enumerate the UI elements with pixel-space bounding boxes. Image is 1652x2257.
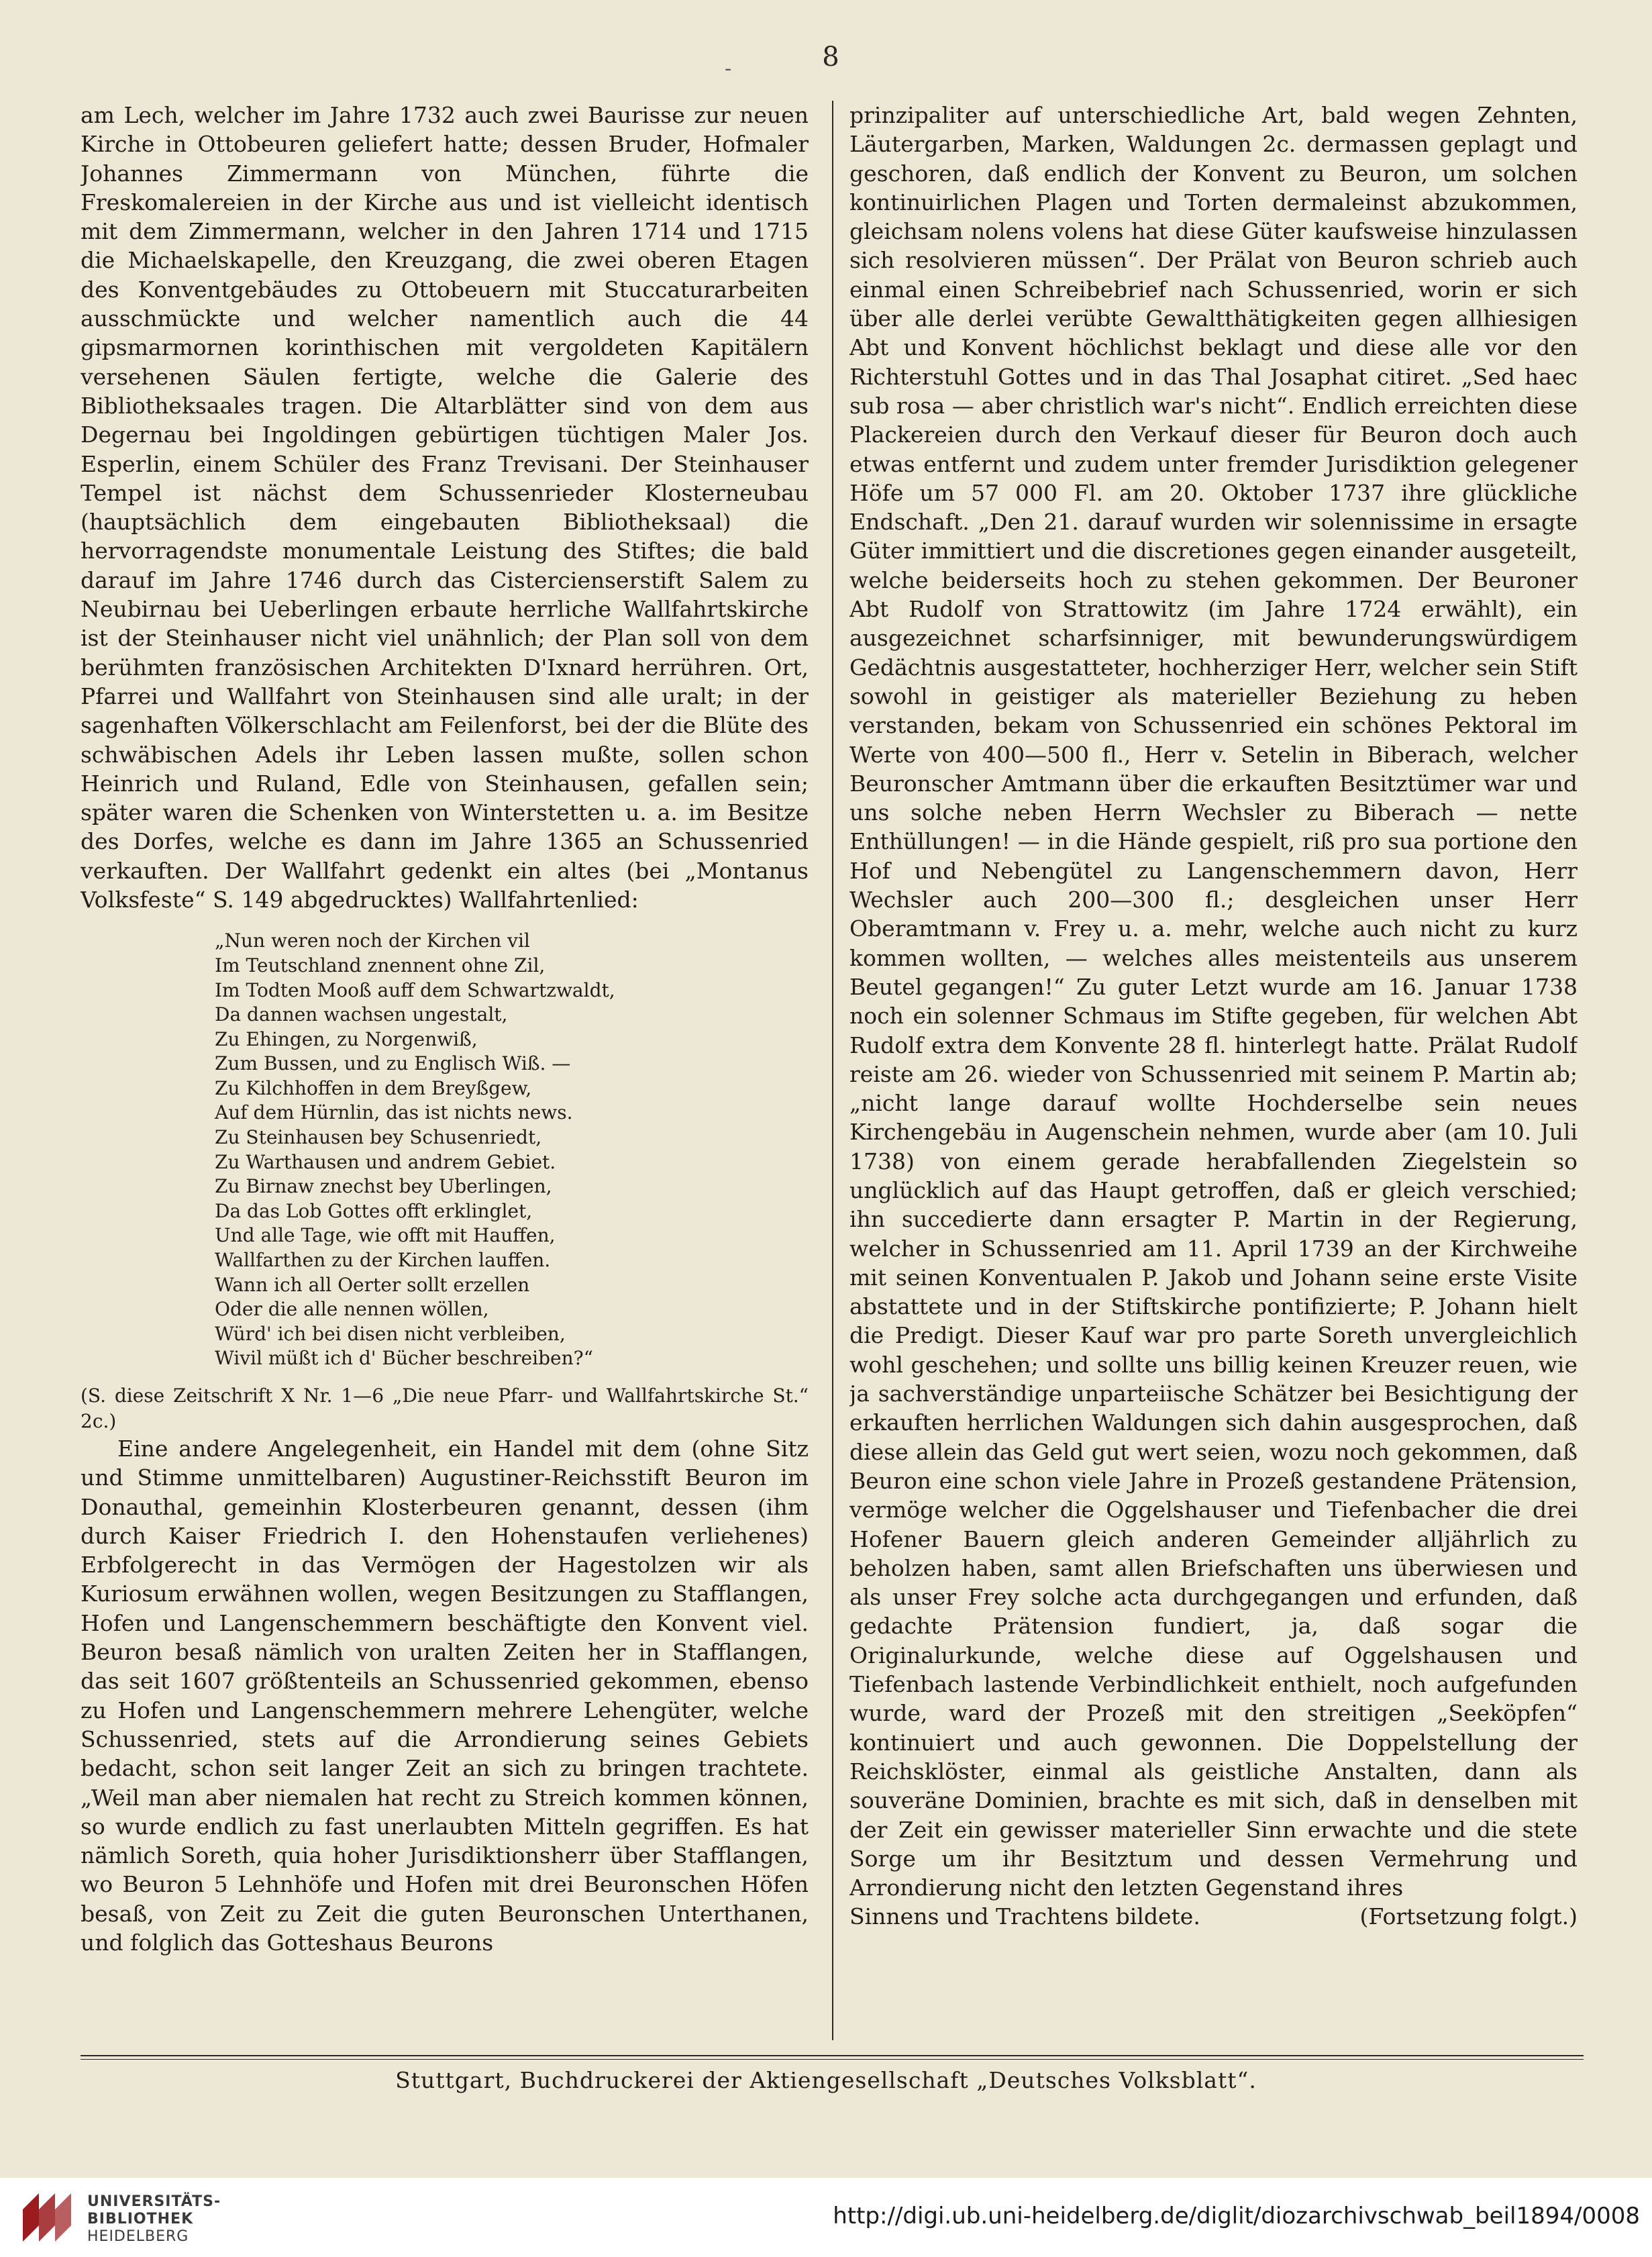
poem-line: Würd' ich bei disen nicht verbleiben,: [215, 1322, 566, 1345]
poem-line: Und alle Tage, wie offt mit Hauffen,: [215, 1224, 556, 1247]
continuation-note: (Fortsetzung folgt.): [1359, 1903, 1578, 1930]
poem-line: Zum Bussen, und zu Englisch Wiß. —: [215, 1052, 571, 1075]
poem-line: Zu Warthausen und andrem Gebiet.: [215, 1150, 556, 1173]
library-name[interactable]: [87, 2193, 221, 2246]
poem-line: Im Todten Mooß auff dem Schwartzwaldt,: [215, 979, 615, 1001]
left-paragraph-1: am Lech, welcher im Jahre 1732 auch zwei Baurisse zur neuen Kirche in Ottobeuren geliefert hatte; dessen Bruder, Hofmaler Johannes Zimmermann von München, führte die Freskomalereien in der Kirche aus und ist vielleicht identisch mit dem Zimmermann, welcher in den Jahren 1714 und 1715 die Michaelskapelle, den Kreuzgang, die zwei oberen Etagen des Konventgebäudes zu Ottobeuern mit Stuccaturarbeiten ausschmückte und welcher namentlich auch die 44 gipsmarmornen korinthischen mit vergoldeten Kapitälern versehenen Säulen fertigte, welche die Galerie des Bibliotheksaales tragen. Die Altarblätter sind von dem aus Degernau bei Ingoldingen gebürtigen tüchtigen Maler Jos. Esperlin, einem Schüler des Franz Trevisani. Der Steinhauser Tempel ist nächst dem Schussenrieder Klosterneubau (hauptsächlich dem eingebauten Bibliotheksaal) die hervorragendste monumentale Leistung des Stiftes; die bald darauf im Jahre 1746 durch das Cistercienserstift Salem zu Neubirnau bei Ueberlingen erbaute herrliche Wallfahrtskirche ist der Steinhauser nicht viel unähnlich; der Plan soll von dem berühmten französischen Architekten D'Ixnard herrühren. Ort, Pfarrei und Wallfahrt von Steinhausen sind alle uralt; in der sagenhaften Völkerschlacht am Feilenforst, bei der die Blüte des schwäbischen Adels ihr Leben lassen mußte, sollen schon Heinrich und Ruland, Edle von Steinhausen, gefallen sein; später waren die Schenken von Winterstetten u. a. im Besitze des Dorfes, welche es dann im Jahre 1365 an Schussenried verkauften. Der Wallfahrt gedenkt ein altes (bei „Montanus Volksfeste“ S. 149 abgedrucktes) Wallfahrtenlied:: [81, 102, 809, 913]
closing-text: Sinnens und Trachtens bildete.: [849, 1903, 1200, 1930]
poem-line: Zu Ehingen, zu Norgenwiß,: [215, 1027, 478, 1050]
poem-line: Auf dem Hürnlin, das ist nichts news.: [215, 1101, 573, 1124]
poem-reference-note: (S. diese Zeitschrift X Nr. 1—6 „Die neue Pfarr- und Wallfahrtskirche St.“ 2c.): [81, 1385, 809, 1432]
pilgrimage-song: [81, 929, 809, 1371]
left-paragraph-2: Eine andere Angelegenheit, ein Handel mit dem (ohne Sitz und Stimme unmittelbaren) Augustiner-Reichsstift Beuron im Donauthal, gemeinhin Klosterbeuren genannt, dessen (ihm durch Kaiser Friedrich I. den Hohenstaufen verliehenes) Erbfolgerecht in das Vermögen der Hagestolzen wir als Kuriosum erwähnen wollen, wegen Besitzungen zu Stafflangen, Hofen und Langenschemmern beschäftigte den Konvent viel. Beuron besaß nämlich von uralten Zeiten her in Stafflangen, das seit 1607 größtenteils an Schussenried gekommen, ebenso zu Hofen und Langenschemmern mehrere Lehengüter, welche Schussenried, stets auf die Arrondierung seines Gebiets bedacht, schon seit langer Zeit an sich zu bringen trachtete. „Weil man aber niemalen hat recht zu Streich kommen können, so wurde endlich zu fast unerlaubten Mitteln gegriffen. Es hat nämlich Soreth, quia hoher Jurisdiktionsherr über Stafflangen, wo Beuron 5 Lehnhöfe und Hofen mit drei Beuronschen Höfen besaß, von Zeit zu Zeit die guten Beuronschen Unterthanen, und folglich das Gotteshaus Beurons: [81, 1436, 809, 1956]
right-paragraph-1: prinzipaliter auf unterschiedliche Art, bald wegen Zehnten, Läutergarben, Marken, Waldungen 2c. dermassen geplagt und geschoren, daß endlich der Konvent zu Beuron, um solchen kontinuirlichen Plagen und Torten dermaleinst abzukommen, gleichsam nolens volens hat diese Güter kaufsweise hinzulassen sich resolvieren müssen“. Der Prälat von Beuron schrieb auch einmal einen Schreibebrief nach Schussenried, worin er sich über alle derlei verübte Gewaltthätigkeiten gegen allhiesigen Abt und Konvent höchlichst beklagt und diese alle vor den Richterstuhl Gottes und in das Thal Josaphat citiret. „Sed haec sub rosa — aber christlich war's nicht“. Endlich erreichten diese Plackereien durch den Verkauf dieser für Beuron doch auch etwas entfernt und zudem unter fremder Jurisdiktion gelegener Höfe um 57 000 Fl. am 20. Oktober 1737 ihre glückliche Endschaft. „Den 21. darauf wurden wir solennissime in ersagte Güter immittiert und die discretiones gegen einander ausgeteilt, welche beiderseits hoch zu stehen gekommen. Der Beuroner Abt Rudolf von Strattowitz (im Jahre 1724 erwählt), ein ausgezeichnet scharfsinniger, mit bewunderungswürdigem Gedächtnis ausgestatteter, hochherziger Herr, welcher sein Stift sowohl in geistiger als materieller Beziehung zu heben verstanden, bekam von Schussenried ein schönes Pektoral im Werte von 400—500 fl., Herr v. Setelin in Biberach, welcher Beuronscher Amtmann über die erkauften Besitztümer war und uns solche neben Herrn Wechsler zu Biberach — nette Enthüllungen! — in die Hände gespielt, riß pro sua portione den Hof und Nebengütel zu Langenschemmern davon, Herr Wechsler auch 200—300 fl.; desgleichen unser Herr Oberamtmann v. Frey u. a. mehr, welche auch nicht zu kurz kommen wollten, — welches alles meistenteils aus unserem Beutel gegangen!“ Zu guter Letzt wurde am 16. Januar 1738 noch ein solenner Schmaus im Stifte gegeben, für welchen Abt Rudolf extra dem Konvente 28 fl. hinterlegt hatte. Prälat Rudolf reiste am 26. wieder von Schussenried mit seinem P. Martin ab; „nicht lange darauf wollte Hochderselbe sein neues Kirchengebäu in Augenschein nehmen, wurde aber (am 10. Juli 1738) von einem gerade herabfallenden Ziegelstein so unglücklich auf das Haupt getroffen, daß er gleich verschied; ihn succedierte dann ersagter P. Martin in der Regierung, welcher in Schussenried am 11. April 1739 an der Kirchweihe mit seinen Konventualen P. Jakob und Johann seine erste Visite abstattete und in der Stiftskirche pontifizierte; P. Johann hielt die Predigt. Dieser Kauf war pro parte Soreth unvergleichlich wohl geschehen; und sollte uns billig keinen Kreuzer reuen, wie ja sachverständige unparteiische Schätzer bei Besichtigung der erkauften herrlichen Waldungen sich dahin ausgesprochen, daß diese allein das Geld gut wert seien, wozu noch gekommen, daß Beuron eine schon viele Jahre in Prozeß gestandene Prätension, vermöge welcher die Oggelshauser und Tiefenbacher die drei Hofener Bauern gleich anderen Gemeinder alljährlich zu beholzen haben, samt allen Briefschaften uns überwiesen und als unser Frey solche acta durchgegangen und erfunden, daß gedachte Prätension fundiert, ja, daß sogar die Originalurkunde, welche diese auf Oggelshausen und Tiefenbach lastende Verbindlichkeit enthielt, noch aufgefunden wurde, ward der Prozeß mit den streitigen „Seeköpfen“ kontinuiert und auch gewonnen. Die Doppelstellung der Reichsklöster, einmal als geistliche Anstalten, dann als souveräne Dominien, brachte es mit sich, daß in denselben mit der Zeit ein gewisser materieller Sinn erwachte und die stete Sorge um ihr Besitztum und dessen Vermehrung und Arrondierung nicht den letzten Gegenstand ihres: [849, 102, 1578, 1901]
poem-line: Da das Lob Gottes offt erklinglet,: [215, 1199, 533, 1222]
poem-line: Zu Kilchhoffen in dem Breyßgew,: [215, 1076, 532, 1099]
library-name-line3: HEIDELBERG: [87, 2228, 189, 2245]
page-number: 8: [822, 42, 839, 72]
poem-line: Wann ich all Oerter sollt erzellen: [215, 1273, 530, 1296]
column-divider: [832, 101, 833, 2040]
footer-rule-thin: [81, 2059, 1584, 2060]
right-column: [849, 101, 1578, 2040]
footer-rule: [81, 2055, 1584, 2056]
poem-line: Wivil müßt ich d' Bücher beschreiben?“: [215, 1347, 593, 1370]
university-library-logo-icon[interactable]: [19, 2189, 75, 2246]
library-name-line2: BIBLIOTHEK: [87, 2211, 194, 2227]
poem-line: Oder die alle nennen wöllen,: [215, 1298, 489, 1321]
header-dash: -: [725, 57, 732, 81]
library-name-line1: UNIVERSITÄTS-: [87, 2193, 221, 2210]
closing-line: [849, 1902, 1578, 1931]
poem-line: Zu Birnaw znechst bey Uberlingen,: [215, 1175, 552, 1198]
printer-imprint: Stuttgart, Buchdruckerei der Aktiengesellschaft „Deutsches Volksblatt“.: [395, 2067, 1257, 2093]
permalink-url[interactable]: http://digi.ub.uni-heidelberg.de/diglit/diozarchivschwab_beil1894/0008: [833, 2203, 1640, 2229]
poem-line: Da dannen wachsen ungestalt,: [215, 1003, 508, 1026]
left-column: [81, 101, 809, 2040]
poem-line: Zu Steinhausen bey Schusenriedt,: [215, 1126, 542, 1149]
poem-line: „Nun weren noch der Kirchen vil: [215, 930, 530, 952]
poem-line: Wallfarthen zu der Kirchen lauffen.: [215, 1249, 551, 1272]
poem-line: Im Teutschland znennent ohne Zil,: [215, 954, 546, 976]
